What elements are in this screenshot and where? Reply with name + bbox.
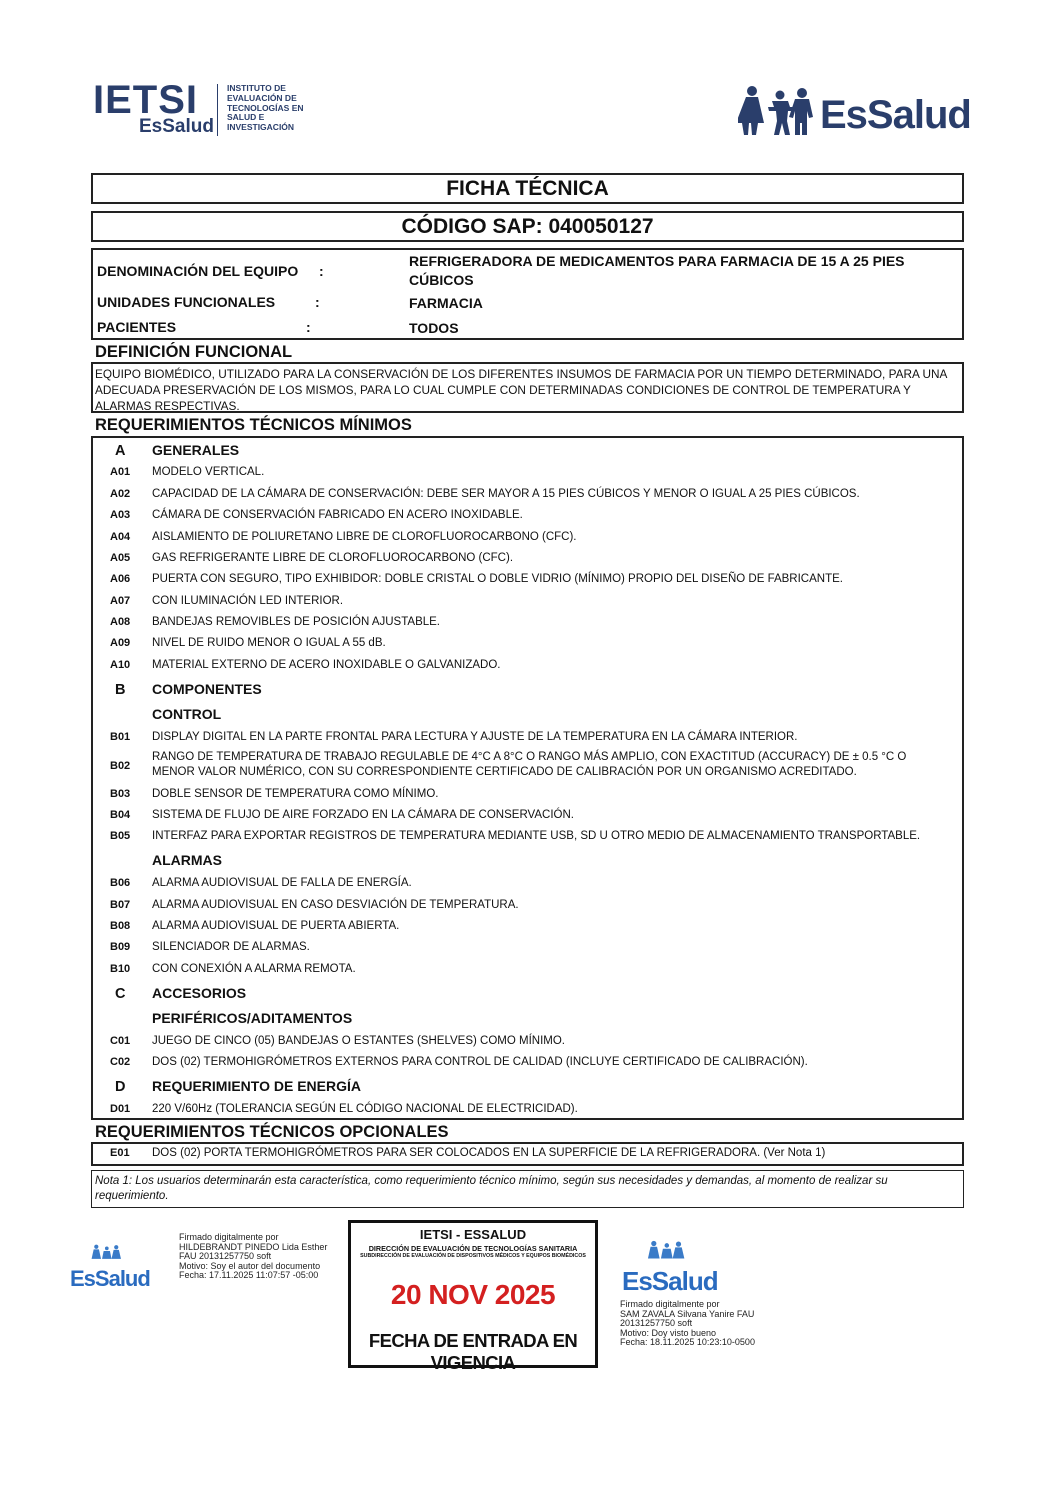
essalud-signature-logo-left xyxy=(70,1240,150,1296)
signature-line: Firmado digitalmente por xyxy=(179,1232,279,1242)
denominacion-value: REFRIGERADORA DE MEDICAMENTOS PARA FARMACIA DE 15 A 25 PIES CÚBICOS xyxy=(409,253,905,288)
item-text: CÁMARA DE CONSERVACIÓN FABRICADO EN ACERO INOXIDABLE. xyxy=(152,509,523,521)
item-code: C01 xyxy=(110,1035,131,1047)
signature-line: Fecha: 17.11.2025 11:07:57 -05:00 xyxy=(179,1270,319,1281)
denominacion-label: DENOMINACIÓN DEL EQUIPO xyxy=(97,263,299,279)
item-text: AISLAMIENTO DE POLIURETANO LIBRE DE CLOROFLUOROCARBONO (CFC). xyxy=(152,531,577,543)
unidades-label: UNIDADES FUNCIONALES xyxy=(97,294,276,310)
item-code: C02 xyxy=(110,1056,131,1068)
stamp-title: IETSI - ESSALUD xyxy=(419,1227,527,1242)
signature-left xyxy=(179,1233,327,1281)
stamp-footer: FECHA DE ENTRADA EN VIGENCIA xyxy=(368,1330,578,1373)
pacientes-colon: : xyxy=(306,319,311,335)
item-text: NIVEL DE RUIDO MENOR O IGUAL A 55 dB. xyxy=(152,637,386,649)
category-letter: A xyxy=(115,443,126,459)
item-text: ALARMA AUDIOVISUAL DE PUERTA ABIERTA. xyxy=(152,920,400,932)
category-title: REQUERIMIENTO DE ENERGÍA xyxy=(152,1078,361,1094)
family-icon xyxy=(646,1235,698,1265)
ietsi-logo-subtitle: EsSalud xyxy=(139,116,214,137)
item-text: CON ILUMINACIÓN LED INTERIOR. xyxy=(152,595,344,607)
subcategory-title: PERIFÉRICOS/ADITAMENTOS xyxy=(152,1010,353,1026)
item-text: SISTEMA DE FLUJO DE AIRE FORZADO EN LA CÁMARA DE CONSERVACIÓN. xyxy=(152,809,574,821)
item-text: ALARMA AUDIOVISUAL EN CASO DESVIACIÓN DE TEMPERATURA. xyxy=(152,899,519,911)
item-code: A10 xyxy=(110,659,131,671)
item-code: A06 xyxy=(110,573,131,585)
definicion-heading: DEFINICIÓN FUNCIONAL xyxy=(95,343,293,361)
page-title: FICHA TÉCNICA xyxy=(91,173,964,204)
stamp-date: 20 NOV 2025 xyxy=(390,1279,556,1310)
note-text: Nota 1: Los usuarios determinarán esta característica, como requerimiento técnico mínimo, según sus necesidades y demandas, al momento de realizar su requerimiento. xyxy=(95,1175,888,1202)
signature-line: Motivo: Soy el autor del documento xyxy=(179,1260,321,1271)
ietsi-logo-divider xyxy=(217,84,218,136)
denominacion-colon: : xyxy=(319,263,324,279)
pacientes-label: PACIENTES xyxy=(97,319,177,335)
note-box xyxy=(91,1170,964,1208)
category-title: GENERALES xyxy=(152,442,240,458)
item-code: E01 xyxy=(110,1147,130,1159)
item-code: B03 xyxy=(110,788,131,800)
signature-line: Firmado digitalmente por xyxy=(620,1299,720,1309)
item-text: DOS (02) PORTA TERMOHIGRÓMETROS PARA SER COLOCADOS EN LA SUPERFICIE DE LA REFRIGERADORA. (Ver Nota 1) xyxy=(152,1147,826,1159)
item-code: A02 xyxy=(110,488,131,500)
item-text: SILENCIADOR DE ALARMAS. xyxy=(152,941,310,953)
item-code: B04 xyxy=(110,809,131,821)
item-code: A03 xyxy=(110,509,131,521)
category-letter: D xyxy=(115,1079,126,1095)
family-icon xyxy=(90,1240,132,1264)
item-code: B01 xyxy=(110,731,131,743)
sap-code: CÓDIGO SAP: 040050127 xyxy=(91,211,964,242)
subcategory-title: CONTROL xyxy=(152,706,222,722)
ietsi-logo-title: IETSI xyxy=(93,78,199,122)
item-code: B07 xyxy=(110,899,131,911)
item-code: A04 xyxy=(110,531,131,543)
stamp-subtitle: DIRECCIÓN DE EVALUACIÓN DE TECNOLOGÍAS SANITARIA xyxy=(368,1244,578,1253)
validity-stamp xyxy=(348,1220,598,1373)
signature-line: SAM ZAVALA Silvana Yanire FAU xyxy=(620,1308,755,1319)
signature-line: Motivo: Doy visto bueno xyxy=(620,1327,717,1338)
category-letter: C xyxy=(115,986,126,1002)
item-code: A05 xyxy=(110,552,131,564)
stamp-subtitle-small: SUBDIRECCIÓN DE EVALUACIÓN DE DISPOSITIVOS MÉDICOS Y EQUIPOS BIOMÉDICOS xyxy=(360,1253,586,1259)
signature-line: 20131257750 soft xyxy=(620,1318,693,1329)
category-title: COMPONENTES xyxy=(152,681,262,697)
item-code: B02 xyxy=(110,760,131,772)
signature-line: HILDEBRANDT PINEDO Lida Esther xyxy=(179,1241,328,1252)
essalud-logo xyxy=(738,85,971,139)
category-title: ACCESORIOS xyxy=(152,985,247,1001)
item-text: MODELO VERTICAL. xyxy=(152,466,265,478)
equipment-info xyxy=(91,248,964,340)
signature-right xyxy=(620,1300,755,1348)
item-code: A08 xyxy=(110,616,131,628)
ietsi-logo-description: INSTITUTO DE EVALUACIÓN DE TECNOLOGÍAS EN SALUD E INVESTIGACIÓN xyxy=(227,83,304,133)
item-code: B05 xyxy=(110,830,131,842)
essalud-signature-logo-right xyxy=(620,1235,730,1301)
item-text: RANGO DE TEMPERATURA DE TRABAJO REGULABLE DE 4°C A 8°C O RANGO MÁS AMPLIO, CON EXACTITUD (ACCURACY) DE ± 0.5 °C O MENOR VALOR NUMÉRICO, CON SU CORRESPONDIENTE CERTIFICADO DE CALIBRACIÓN POR UN ORGANISMO ACREDITADO. xyxy=(152,751,907,778)
item-code: A01 xyxy=(110,466,131,478)
item-code: B09 xyxy=(110,941,131,953)
signature-line: FAU 20131257750 soft xyxy=(179,1251,272,1262)
pacientes-value: TODOS xyxy=(409,320,459,336)
item-text: INTERFAZ PARA EXPORTAR REGISTROS DE TEMPERATURA MEDIANTE USB, SD U OTRO MEDIO DE ALMACENAMIENTO TRANSPORTABLE. xyxy=(152,830,921,842)
signature-line: Fecha: 18.11.2025 10:23:10-0500 xyxy=(620,1337,755,1348)
item-text: DISPLAY DIGITAL EN LA PARTE FRONTAL PARA LECTURA Y AJUSTE DE LA TEMPERATURA EN LA CÁMARA INTERIOR. xyxy=(152,731,798,743)
unidades-value: FARMACIA xyxy=(409,295,483,311)
definicion-box xyxy=(91,362,964,413)
item-text: PUERTA CON SEGURO, TIPO EXHIBIDOR: DOBLE CRISTAL O DOBLE VIDRIO (MÍNIMO) PROPIO DEL DISEÑO DE FABRICANTE. xyxy=(152,573,843,585)
essalud-wordmark: EsSalud xyxy=(820,93,971,137)
requerimientos-heading: REQUERIMIENTOS TÉCNICOS MÍNIMOS xyxy=(95,416,412,434)
item-text: CAPACIDAD DE LA CÁMARA DE CONSERVACIÓN: DEBE SER MAYOR A 15 PIES CÚBICOS Y MENOR O IGUAL A 25 PIES CÚBICOS. xyxy=(152,488,860,500)
item-text: ALARMA AUDIOVISUAL DE FALLA DE ENERGÍA. xyxy=(152,877,412,889)
item-text: CON CONEXIÓN A ALARMA REMOTA. xyxy=(152,963,356,975)
item-text: 220 V/60Hz (TOLERANCIA SEGÚN EL CÓDIGO NACIONAL DE ELECTRICIDAD). xyxy=(152,1103,578,1115)
opcionales-heading: REQUERIMIENTOS TÉCNICOS OPCIONALES xyxy=(95,1123,449,1141)
item-text: BANDEJAS REMOVIBLES DE POSICIÓN AJUSTABLE. xyxy=(152,616,441,628)
item-text: MATERIAL EXTERNO DE ACERO INOXIDABLE O GALVANIZADO. xyxy=(152,659,501,671)
category-letter: B xyxy=(115,682,126,698)
essalud-wordmark: EsSalud xyxy=(622,1266,718,1296)
ietsi-logo xyxy=(93,80,313,140)
unidades-colon: : xyxy=(315,294,320,310)
item-code: D01 xyxy=(110,1103,131,1115)
item-text: JUEGO DE CINCO (05) BANDEJAS O ESTANTES (SHELVES) COMO MÍNIMO. xyxy=(152,1035,565,1047)
family-icon xyxy=(738,85,818,137)
item-text: DOBLE SENSOR DE TEMPERATURA COMO MÍNIMO. xyxy=(152,788,439,800)
item-text: DOS (02) TERMOHIGRÓMETROS EXTERNOS PARA CONTROL DE CALIDAD (INCLUYE CERTIFICADO DE CALIBRACIÓN). xyxy=(152,1056,808,1068)
item-text: GAS REFRIGERANTE LIBRE DE CLOROFLUOROCARBONO (CFC). xyxy=(152,552,514,564)
item-code: A07 xyxy=(110,595,131,607)
item-code: A09 xyxy=(110,637,131,649)
item-code: B10 xyxy=(110,963,131,975)
item-code: B06 xyxy=(110,877,131,889)
definicion-text: EQUIPO BIOMÉDICO, UTILIZADO PARA LA CONSERVACIÓN DE LOS DIFERENTES INSUMOS DE FARMACIA POR UN TIEMPO DETERMINADO, PARA UNA ADECUADA PRESERVACIÓN DE LOS MISMOS, PARA LO CUAL CUMPLE CON DETERMINADAS CONDICIONES DE CONTROL DE TEMPERATURA Y ALARMAS RESPECTIVAS. xyxy=(95,367,947,413)
subcategory-title: ALARMAS xyxy=(152,852,222,868)
essalud-wordmark: EsSalud xyxy=(70,1266,150,1291)
item-code: B08 xyxy=(110,920,131,932)
